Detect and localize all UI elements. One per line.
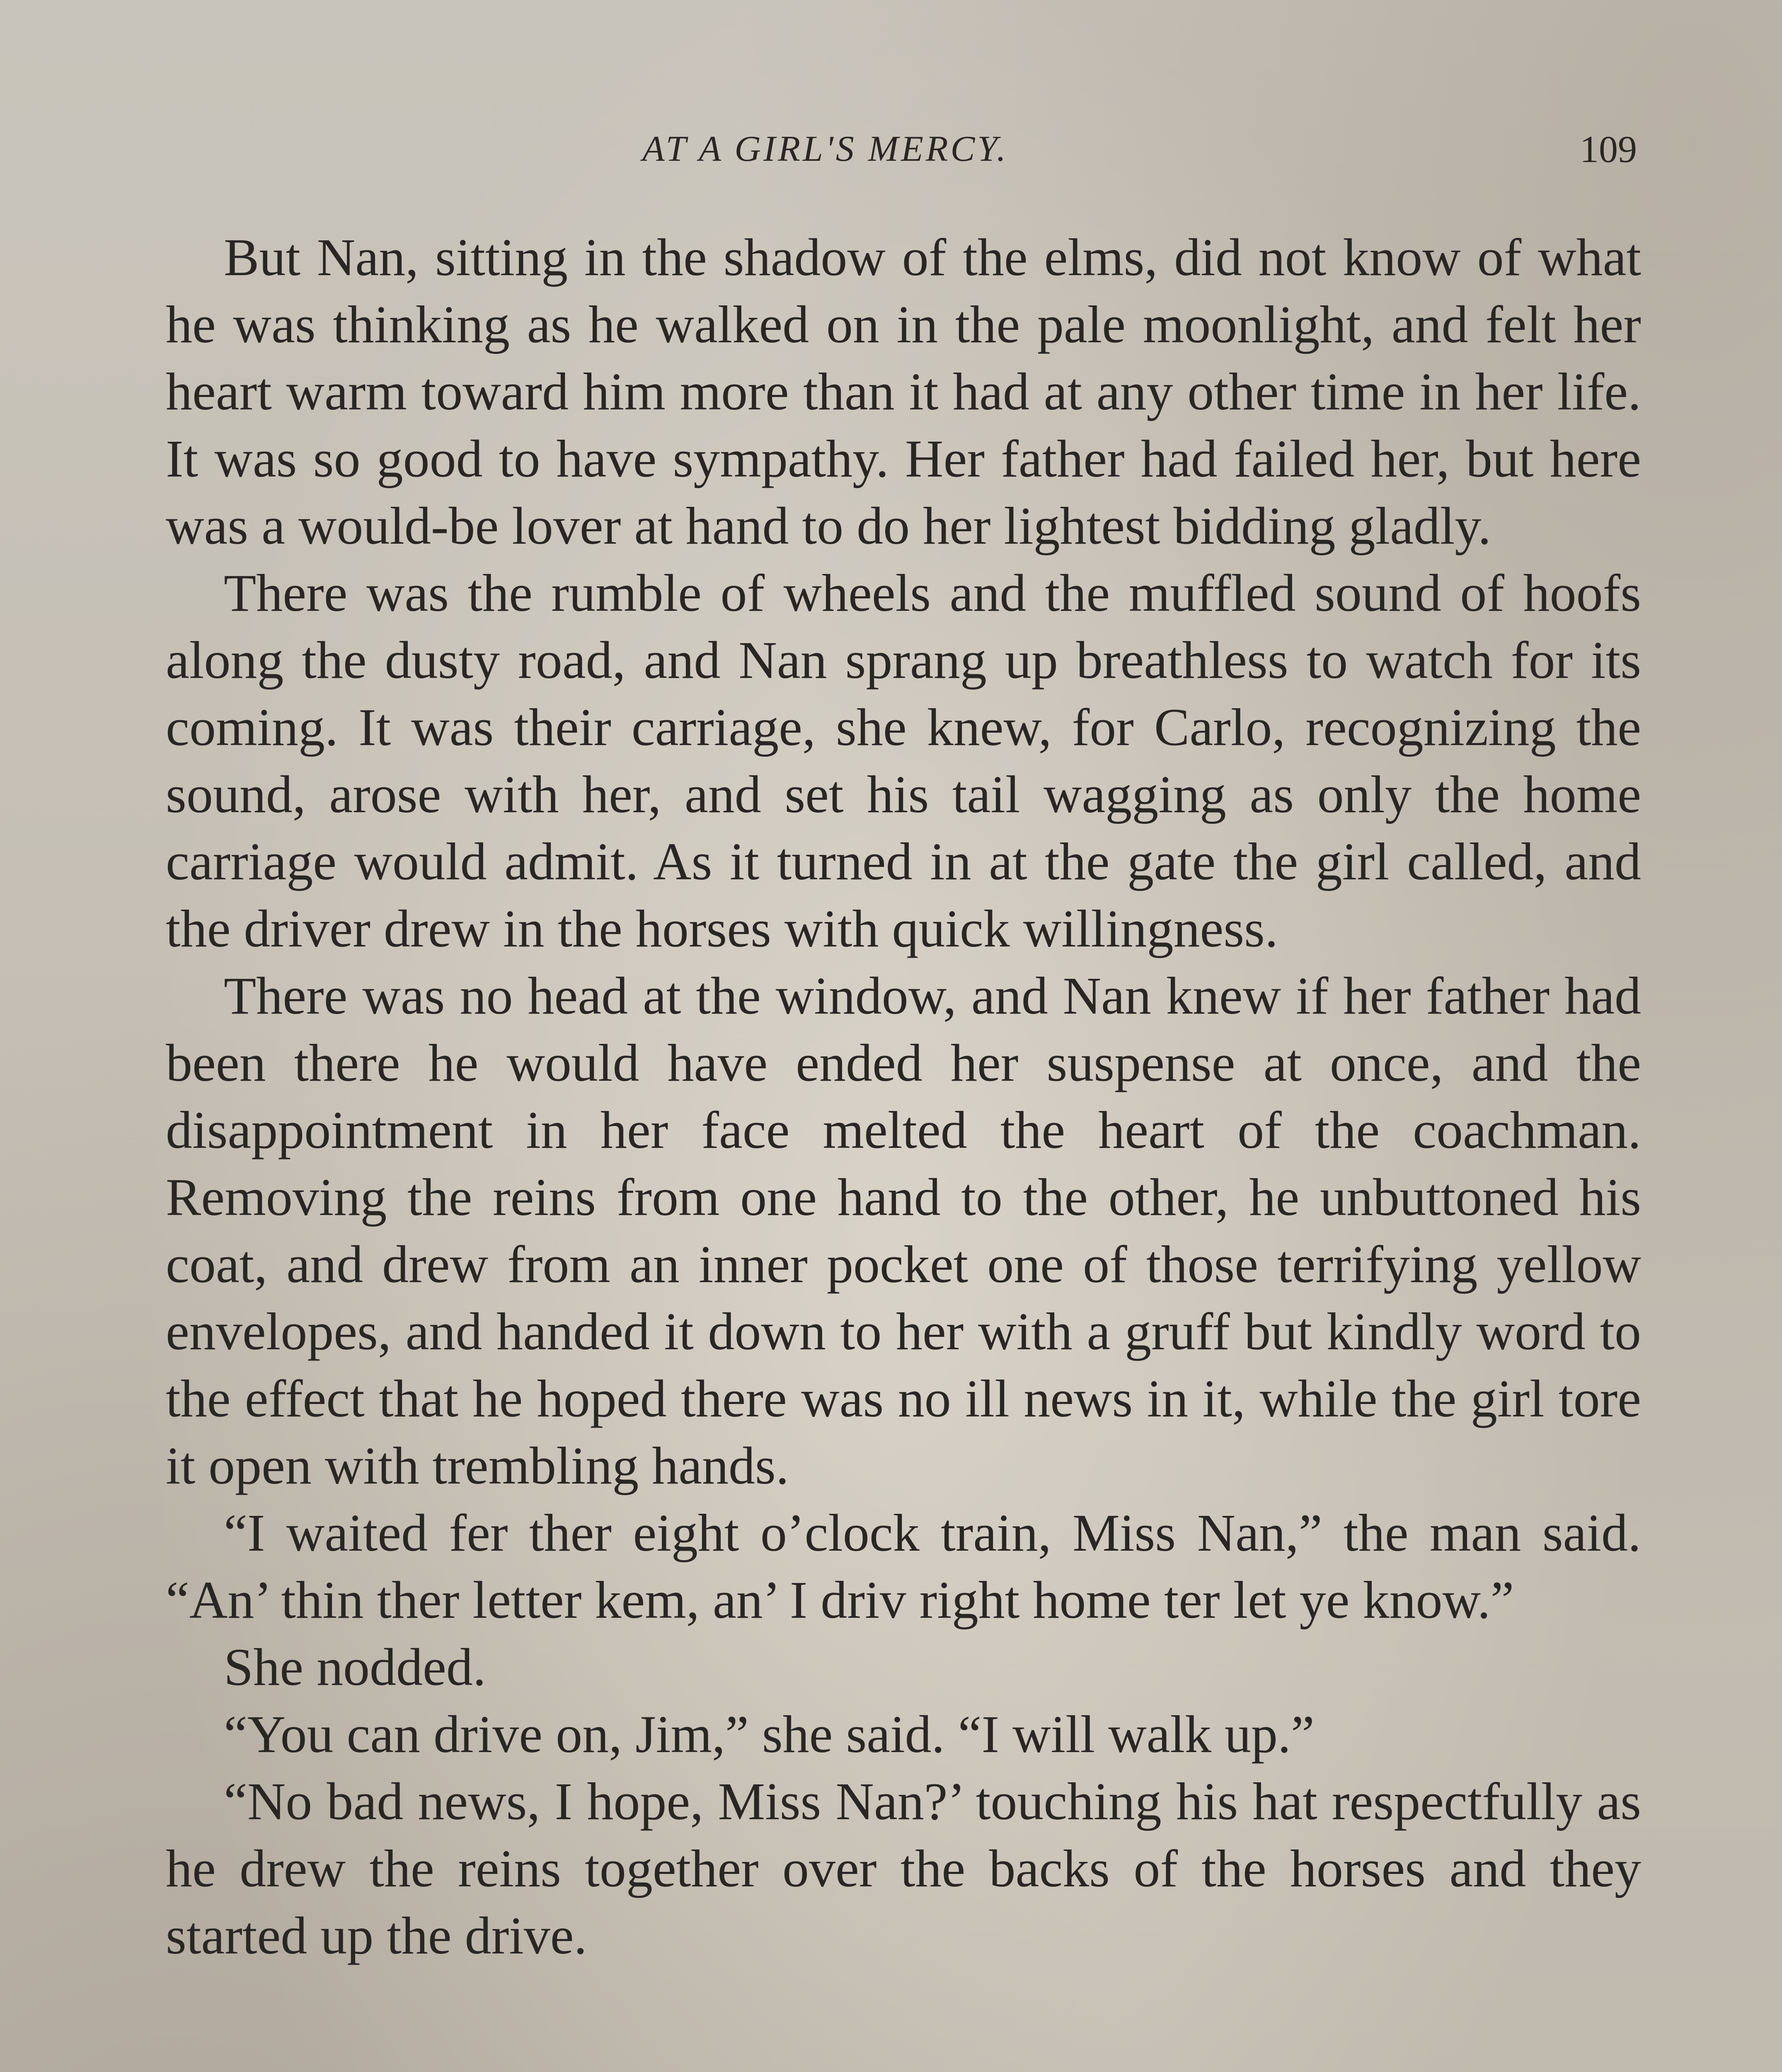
page-header xyxy=(166,124,1637,182)
paragraph: “I waited fer ther eight o’clock train, Miss Nan,” the man said. “An’ thin ther letter kem, an’ I driv right home ter let ye know.” xyxy=(166,1503,1641,1629)
running-title: AT A GIRL'S MERCY. xyxy=(642,129,1009,169)
paragraph: There was no head at the window, and Nan knew if her father had been there he would have ended her suspense at once, and the disappointment in her face melted the heart of the coachman. Removing the reins from one hand to the other, he unbuttoned his coat, and drew from an inner pocket one of those terrifying yellow envelopes, and handed it down to her with a gruff but kindly word to the effect that he hoped there was no ill news in it, while the girl tore it open with trembling hands. xyxy=(166,966,1641,1495)
page-number: 109 xyxy=(1580,128,1637,170)
paragraph: “You can drive on, Jim,” she said. “I will walk up.” xyxy=(224,1705,1315,1764)
paragraph: She nodded. xyxy=(224,1638,486,1697)
paragraph: “No bad news, I hope, Miss Nan?’ touching his hat respectfully as he drew the reins together over the backs of the horses and they started up the drive. xyxy=(166,1772,1641,1965)
paragraph: But Nan, sitting in the shadow of the elms, did not know of what he was thinking as he walked on in the pale moonlight, and felt her heart warm toward him more than it had at any other time in her life. It was so good to have sympathy. Her father had failed her, but here was a would-be lover at hand to do her lightest bidding gladly. xyxy=(166,228,1641,555)
paragraph: There was the rumble of wheels and the muffled sound of hoofs along the dusty road, and Nan sprang up breathless to watch for its coming. It was their carriage, she knew, for Carlo, recognizing the sound, arose with her, and set his tail wagging as only the home carriage would admit. As it turned in at the gate the girl called, and the driver drew in the horses with quick willingness. xyxy=(166,564,1641,958)
body-text xyxy=(166,224,1641,1969)
